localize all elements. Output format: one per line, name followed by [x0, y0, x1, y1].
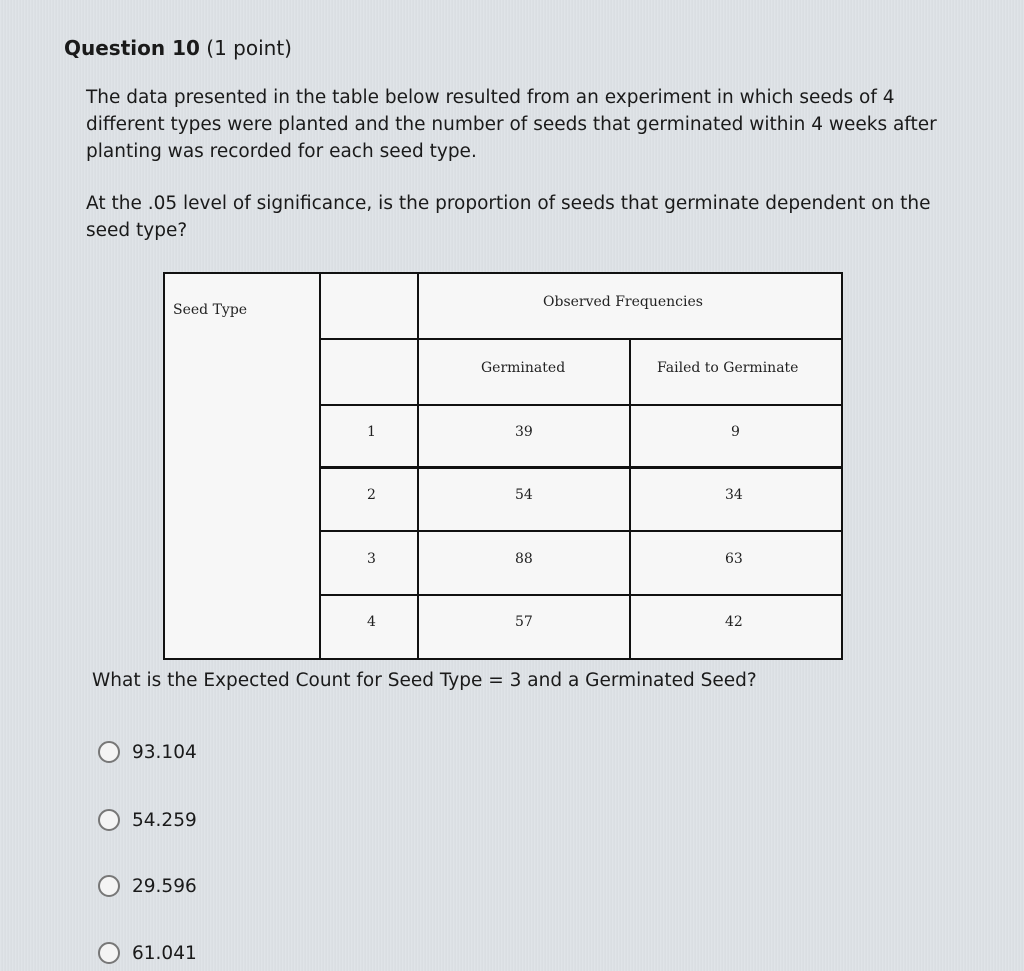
radio-button[interactable]	[98, 942, 120, 964]
germinated-cell: 39	[515, 424, 533, 440]
seed-type-cell: 3	[367, 551, 376, 567]
table-divider	[319, 404, 841, 406]
answer-option-3[interactable]	[98, 872, 197, 900]
table-divider	[319, 338, 841, 340]
option-label: 29.596	[132, 875, 197, 897]
germinated-header: Germinated	[481, 360, 566, 376]
option-label: 61.041	[132, 942, 197, 964]
seed-type-cell: 2	[367, 487, 376, 503]
table-divider	[319, 594, 841, 596]
question-header	[64, 36, 292, 60]
radio-button[interactable]	[98, 741, 120, 763]
seed-type-header: Seed Type	[173, 302, 248, 318]
observed-frequencies-table	[163, 272, 843, 660]
option-label: 54.259	[132, 809, 197, 831]
radio-button[interactable]	[98, 875, 120, 897]
question-points: (1 point)	[206, 36, 292, 60]
option-label: 93.104	[132, 741, 197, 763]
table-divider	[629, 338, 631, 658]
question-prompt: What is the Expected Count for Seed Type = 3 and a Germinated Seed?	[92, 670, 757, 691]
question-paragraph-2: At the .05 level of significance, is the proportion of seeds that germinate dependent on the seed type?	[86, 193, 931, 241]
germinated-cell: 88	[515, 551, 533, 567]
failed-header: Failed to Germinate	[657, 360, 799, 376]
germinated-cell: 57	[515, 614, 533, 630]
observed-frequencies-header: Observed Frequencies	[543, 294, 703, 310]
seed-type-cell: 4	[367, 614, 376, 630]
failed-cell: 34	[725, 487, 743, 503]
germinated-cell: 54	[515, 487, 533, 503]
table-divider	[319, 530, 841, 532]
answer-option-4[interactable]	[98, 939, 197, 967]
failed-cell: 9	[731, 424, 740, 440]
question-paragraph-1: The data presented in the table below resulted from an experiment in which seeds of 4 different types were planted and the number of seeds that germinated within 4 weeks after planting was recorded for each seed type.	[86, 87, 937, 162]
answer-option-1[interactable]	[98, 738, 197, 766]
answer-option-2[interactable]	[98, 806, 197, 834]
failed-cell: 42	[725, 614, 743, 630]
seed-type-cell: 1	[367, 424, 376, 440]
failed-cell: 63	[725, 551, 743, 567]
question-number: Question 10	[64, 36, 200, 60]
radio-button[interactable]	[98, 809, 120, 831]
table-divider	[319, 466, 841, 469]
